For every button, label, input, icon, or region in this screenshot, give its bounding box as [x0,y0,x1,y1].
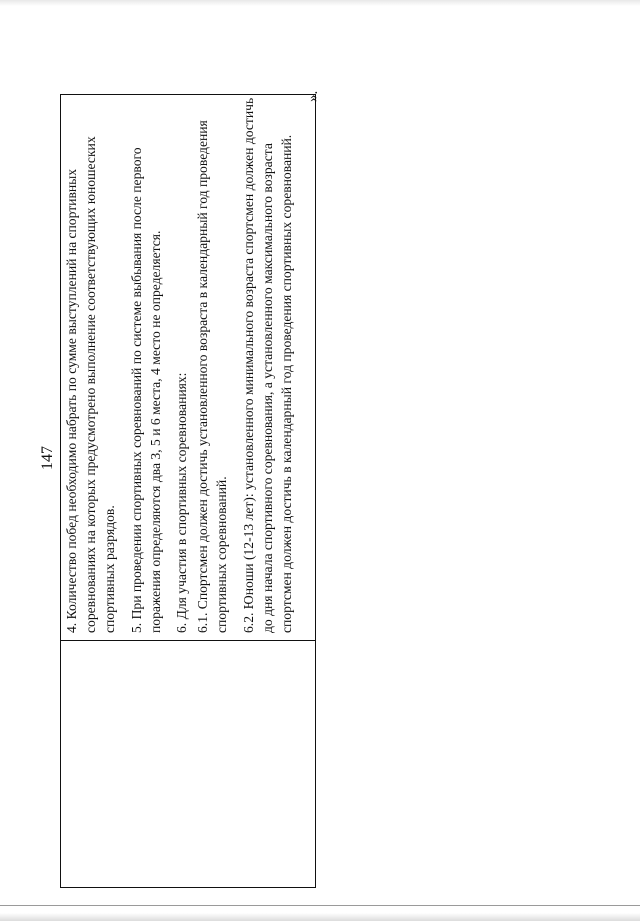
table-empty-left-cell [61,640,315,887]
closing-quote-mark: ». [305,90,321,102]
note-paragraph-6-2: 6.2. Юноши (12-13 лет): установленного минимального возраста спортсмен должен достичь до дня начала спортивного соревнования, а установленного максимального возраста спортсмен должен достичь в календарный год проведения спортивных соревнований. [240,97,295,633]
note-paragraph-4: 4. Количество побед необходимо набрать по сумме выступлений на спортивных соревнованиях на которых предусмотрено выполнение соответствующих юношеских спортивных разрядов. [64,136,118,633]
scan-edge-bottom [0,913,640,921]
scan-line-bottom [0,905,640,906]
scan-edge-top [0,0,640,6]
note-paragraph-6: 6. Для участия в спортивных соревнованиях: [174,372,190,633]
notes-table [60,94,316,888]
note-paragraph-6-1: 6.1. Спортсмен должен достичь установленного возраста в календарный год проведения спортивных соревнований. [195,120,230,633]
table-notes-cell [61,93,315,638]
rotated-document-content [12,88,321,888]
note-paragraph-5: 5. При проведении спортивных соревнований по системе выбывания после первого поражения определяются два 3, 5 и 6 места, 4 место не определяется. [128,147,163,633]
page-number: 147 [39,446,56,470]
